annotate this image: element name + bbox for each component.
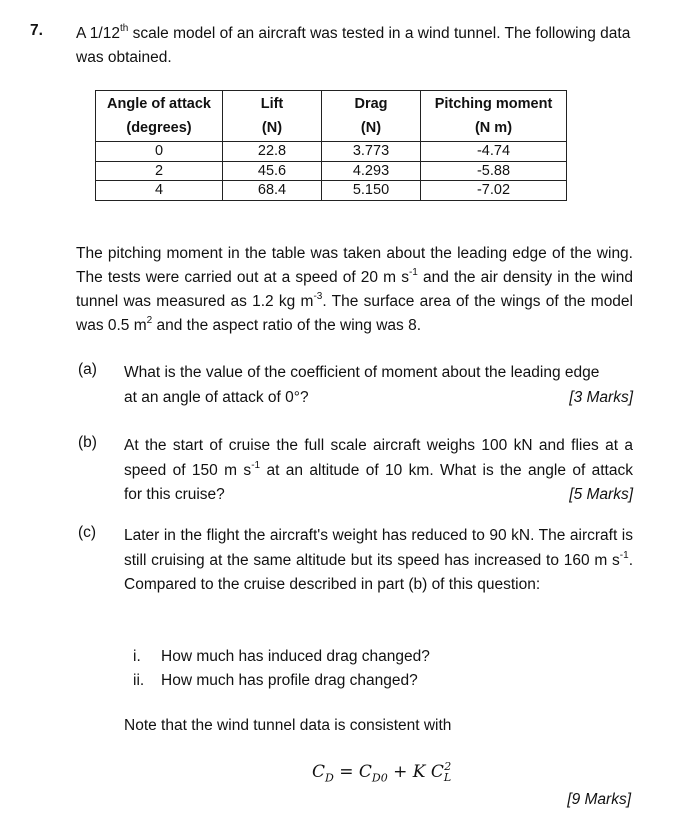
table-cell: 5.150 (322, 181, 421, 201)
part-c-question: Later in the flight the aircraft's weight has reduced to 90 kN. The aircraft is still cruising at the same altitude but its speed has increased to 160 m $s^{-1}$. Compared to the cruise described in part (b) of this question: (124, 527, 633, 593)
header-angle-of-attack: Angle of attack (degrees) (96, 91, 223, 142)
table-cell: 68.4 (223, 181, 322, 201)
part-c-label: (c) (78, 524, 97, 541)
part-a-label: (a) (78, 361, 97, 378)
table-row (96, 181, 567, 201)
table-cell: 22.8 (223, 142, 322, 162)
drag-polar-formula: $C_D = C_{D0} + K$ $C_L^2$ (312, 760, 452, 785)
intro-text-1: A 1/12 (76, 25, 120, 42)
wind-tunnel-data-table (95, 90, 567, 201)
question-number: 7. (30, 22, 43, 39)
table-cell: 45.6 (223, 161, 322, 181)
part-a-marks: [3 Marks] (569, 388, 633, 406)
part-c-marks: [9 Marks] (567, 791, 631, 808)
intro-text-2: scale model of an aircraft was tested in a wind tunnel. The following data was obtained. (76, 25, 631, 66)
header-pitching-moment: Pitching moment (N m) (421, 91, 567, 142)
table-row (96, 161, 567, 181)
table-row (96, 142, 567, 162)
table-cell: 3.773 (322, 142, 421, 162)
description-paragraph: The pitching moment in the table was taken about the leading edge of the wing. The tests were carried out at a speed of 20 m $s^{-1}$ and the air density in the wind tunnel was measured as 1.2 kg $m^{-3}$. The surface area of the wings of the model was 0.5 $m^2$ and the aspect ratio of the wing was 8. (76, 245, 633, 334)
part-b-label: (b) (78, 434, 97, 451)
table-cell: 0 (96, 142, 223, 162)
table-cell: -4.74 (421, 142, 567, 162)
formula-note: Note that the wind tunnel data is consistent with (124, 717, 452, 734)
question-intro (76, 22, 636, 70)
table-header-row (96, 91, 567, 142)
sub-question-ii: ii. How much has profile drag changed? (133, 672, 418, 689)
part-b-marks: [5 Marks] (569, 486, 633, 503)
intro-superscript: th (119, 23, 129, 34)
part-b-question: At the start of cruise the full scale aircraft weighs 100 kN and flies at a speed of 150 m $s^{-1}$ at an altitude of 10 km. What is the angle of attack for this cruise? [5 Marks] (124, 434, 633, 508)
table-cell: -7.02 (421, 181, 567, 201)
header-lift: Lift (N) (223, 91, 322, 142)
table-cell: 2 (96, 161, 223, 181)
table-cell: 4.293 (322, 161, 421, 181)
part-a-question: What is the value of the coefficient of moment about the leading edge at an angle of attack of 0°? [3 Marks] (124, 361, 633, 410)
header-drag: Drag (N) (322, 91, 421, 142)
sub-question-i: i. How much has induced drag changed? (133, 648, 430, 665)
table-cell: -5.88 (421, 161, 567, 181)
table-cell: 4 (96, 181, 223, 201)
